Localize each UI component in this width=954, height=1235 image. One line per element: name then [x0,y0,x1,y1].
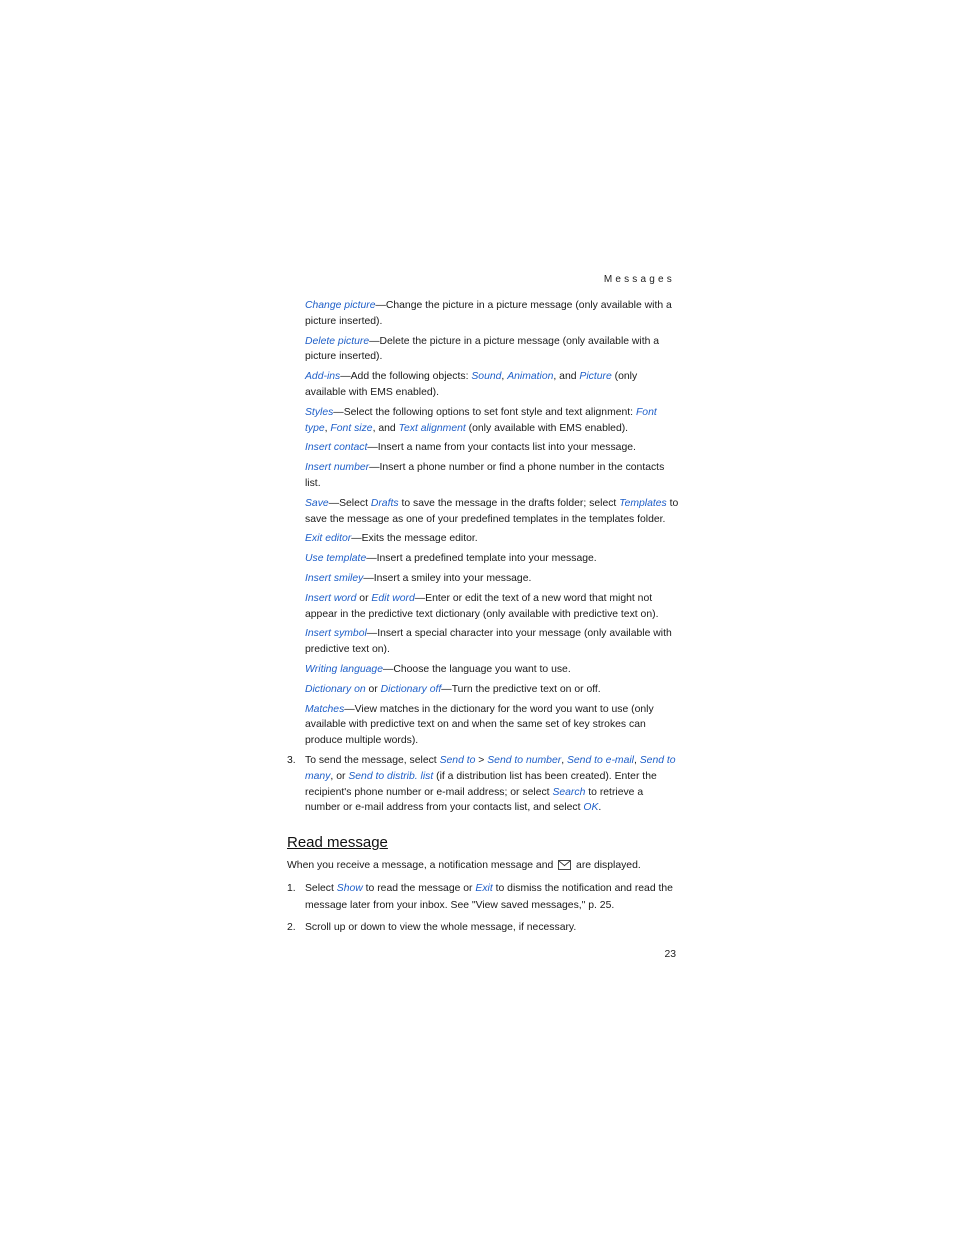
menu-term: Send to number [487,754,562,766]
step-1-select-show [287,880,679,914]
option-matches [305,702,679,749]
option-use-template [305,551,679,567]
menu-term: OK [583,802,599,814]
option-desc: —Insert a special character into your message (only available with predictive text on). [305,628,672,656]
option-desc: —Delete the picture in a picture message (only available with a picture inserted). [305,335,660,363]
option-term: Dictionary on [305,683,366,695]
intro-text: When you receive a message, a notification message and [287,860,557,872]
option-term: Writing language [305,663,383,675]
menu-term: Send to e-mail [566,754,634,766]
step-text: to retrieve a number or e-mail address from your contacts list, and select [305,786,644,814]
separator: , [324,422,331,434]
option-object: Font type [305,406,657,434]
option-term: Insert symbol [305,628,367,640]
page-number: 23 [664,949,676,960]
option-term: Change picture [305,300,376,311]
option-connector: or [365,683,381,695]
option-styles [305,405,679,437]
option-desc: —Enter or edit the text of a new word that might not appear in the predictive text dictionary (only available with predictive text on). [305,592,659,620]
envelope-icon [558,860,571,876]
option-desc: —Insert a predefined template into your message. [366,553,597,565]
option-add-ins [305,369,679,401]
step-text: Scroll up or down to view the whole message, if necessary. [305,921,577,933]
option-term: Exit editor [305,533,352,545]
intro-text: are displayed. [573,860,641,872]
running-head: Messages [603,274,675,285]
option-desc: —Insert a smiley into your message. [363,572,532,584]
option-desc: —Insert a phone number or find a phone number in the contacts list. [305,462,665,489]
option-object: Templates [619,497,667,509]
step-number: 3. [287,754,296,766]
step-text: . [598,802,602,814]
option-desc: —Turn the predictive text on or off. [441,683,601,695]
option-insert-contact [305,440,679,456]
option-desc: —Insert a name from your contacts list into your message. [367,442,636,454]
step-text: > [475,754,488,766]
option-object: Text alignment [398,422,466,434]
step-text: to dismiss the notification and read the message later from your inbox. See "View saved messages," p. 25. [305,882,673,911]
step-text: to read the message or [362,882,476,894]
option-term: Styles [305,406,334,418]
step-text: To send the message, select [305,754,440,766]
option-desc: —Select [328,497,371,509]
option-insert-number [305,460,679,492]
option-dictionary [305,682,679,698]
step-text: (if a distribution list has been created). Enter the recipient's phone number or e-mail address; or select [305,770,657,798]
step-text: Select [305,882,337,894]
option-desc: (only available with EMS enabled). [305,371,638,398]
option-term: Insert number [305,462,370,474]
option-connector: or [356,592,372,604]
step-text: , [633,754,640,766]
option-desc: —View matches in the dictionary for the word you want to use (only available with predictive text on and when the same set of key strokes can produce multiple words). [305,703,654,747]
option-term: Matches [305,703,345,715]
option-object: Font size [330,422,373,434]
separator: , and [553,371,580,383]
option-exit-editor [305,531,679,547]
option-delete-picture [305,334,679,366]
read-message-intro [287,858,679,876]
separator: , and [372,422,399,434]
option-object: Animation [507,371,554,383]
step-text: , or [330,770,349,782]
option-term: Dictionary off [380,683,442,695]
option-object: Drafts [370,497,399,509]
step-3-send-message [287,753,679,816]
option-term: Insert smiley [305,572,364,584]
section-heading-read-message: Read message [287,834,388,852]
option-desc: —Change the picture in a picture message (only available with a picture inserted). [305,300,672,327]
option-desc: —Add the following objects: [340,371,472,383]
option-desc: —Choose the language you want to use. [382,663,571,675]
menu-term: Search [552,786,586,798]
option-insert-word [305,591,679,623]
option-term: Edit word [371,592,415,604]
option-insert-symbol [305,626,679,658]
option-object: Picture [579,371,612,383]
option-term: Save [305,497,329,509]
option-term: Insert word [305,592,357,604]
option-desc: to save the message as one of your predefined templates in the templates folder. [305,497,679,525]
option-term: Insert contact [305,442,368,454]
option-term: Delete picture [305,335,370,347]
option-change-picture [305,298,679,330]
menu-term: Exit [475,882,493,894]
option-desc: (only available with EMS enabled). [465,422,629,434]
menu-term: Send to distrib. list [348,770,434,782]
step-2-scroll [287,919,679,936]
option-desc: to save the message in the drafts folder; select [398,497,620,509]
option-save [305,496,679,528]
menu-term: Send to many [305,754,676,782]
menu-term: Show [336,882,363,894]
option-insert-smiley [305,571,679,587]
option-desc: —Exits the message editor. [351,533,478,545]
step-text: , [561,754,567,766]
option-term: Use template [305,553,367,565]
step-number: 2. [287,921,296,933]
option-object: Sound [471,371,502,383]
menu-term: Send to [439,754,476,766]
option-writing-language [305,662,679,678]
separator: , [501,371,508,383]
page-content [287,298,679,941]
option-term: Add-ins [305,371,341,383]
step-number: 1. [287,882,296,894]
option-desc: —Select the following options to set font style and text alignment: [333,406,636,418]
